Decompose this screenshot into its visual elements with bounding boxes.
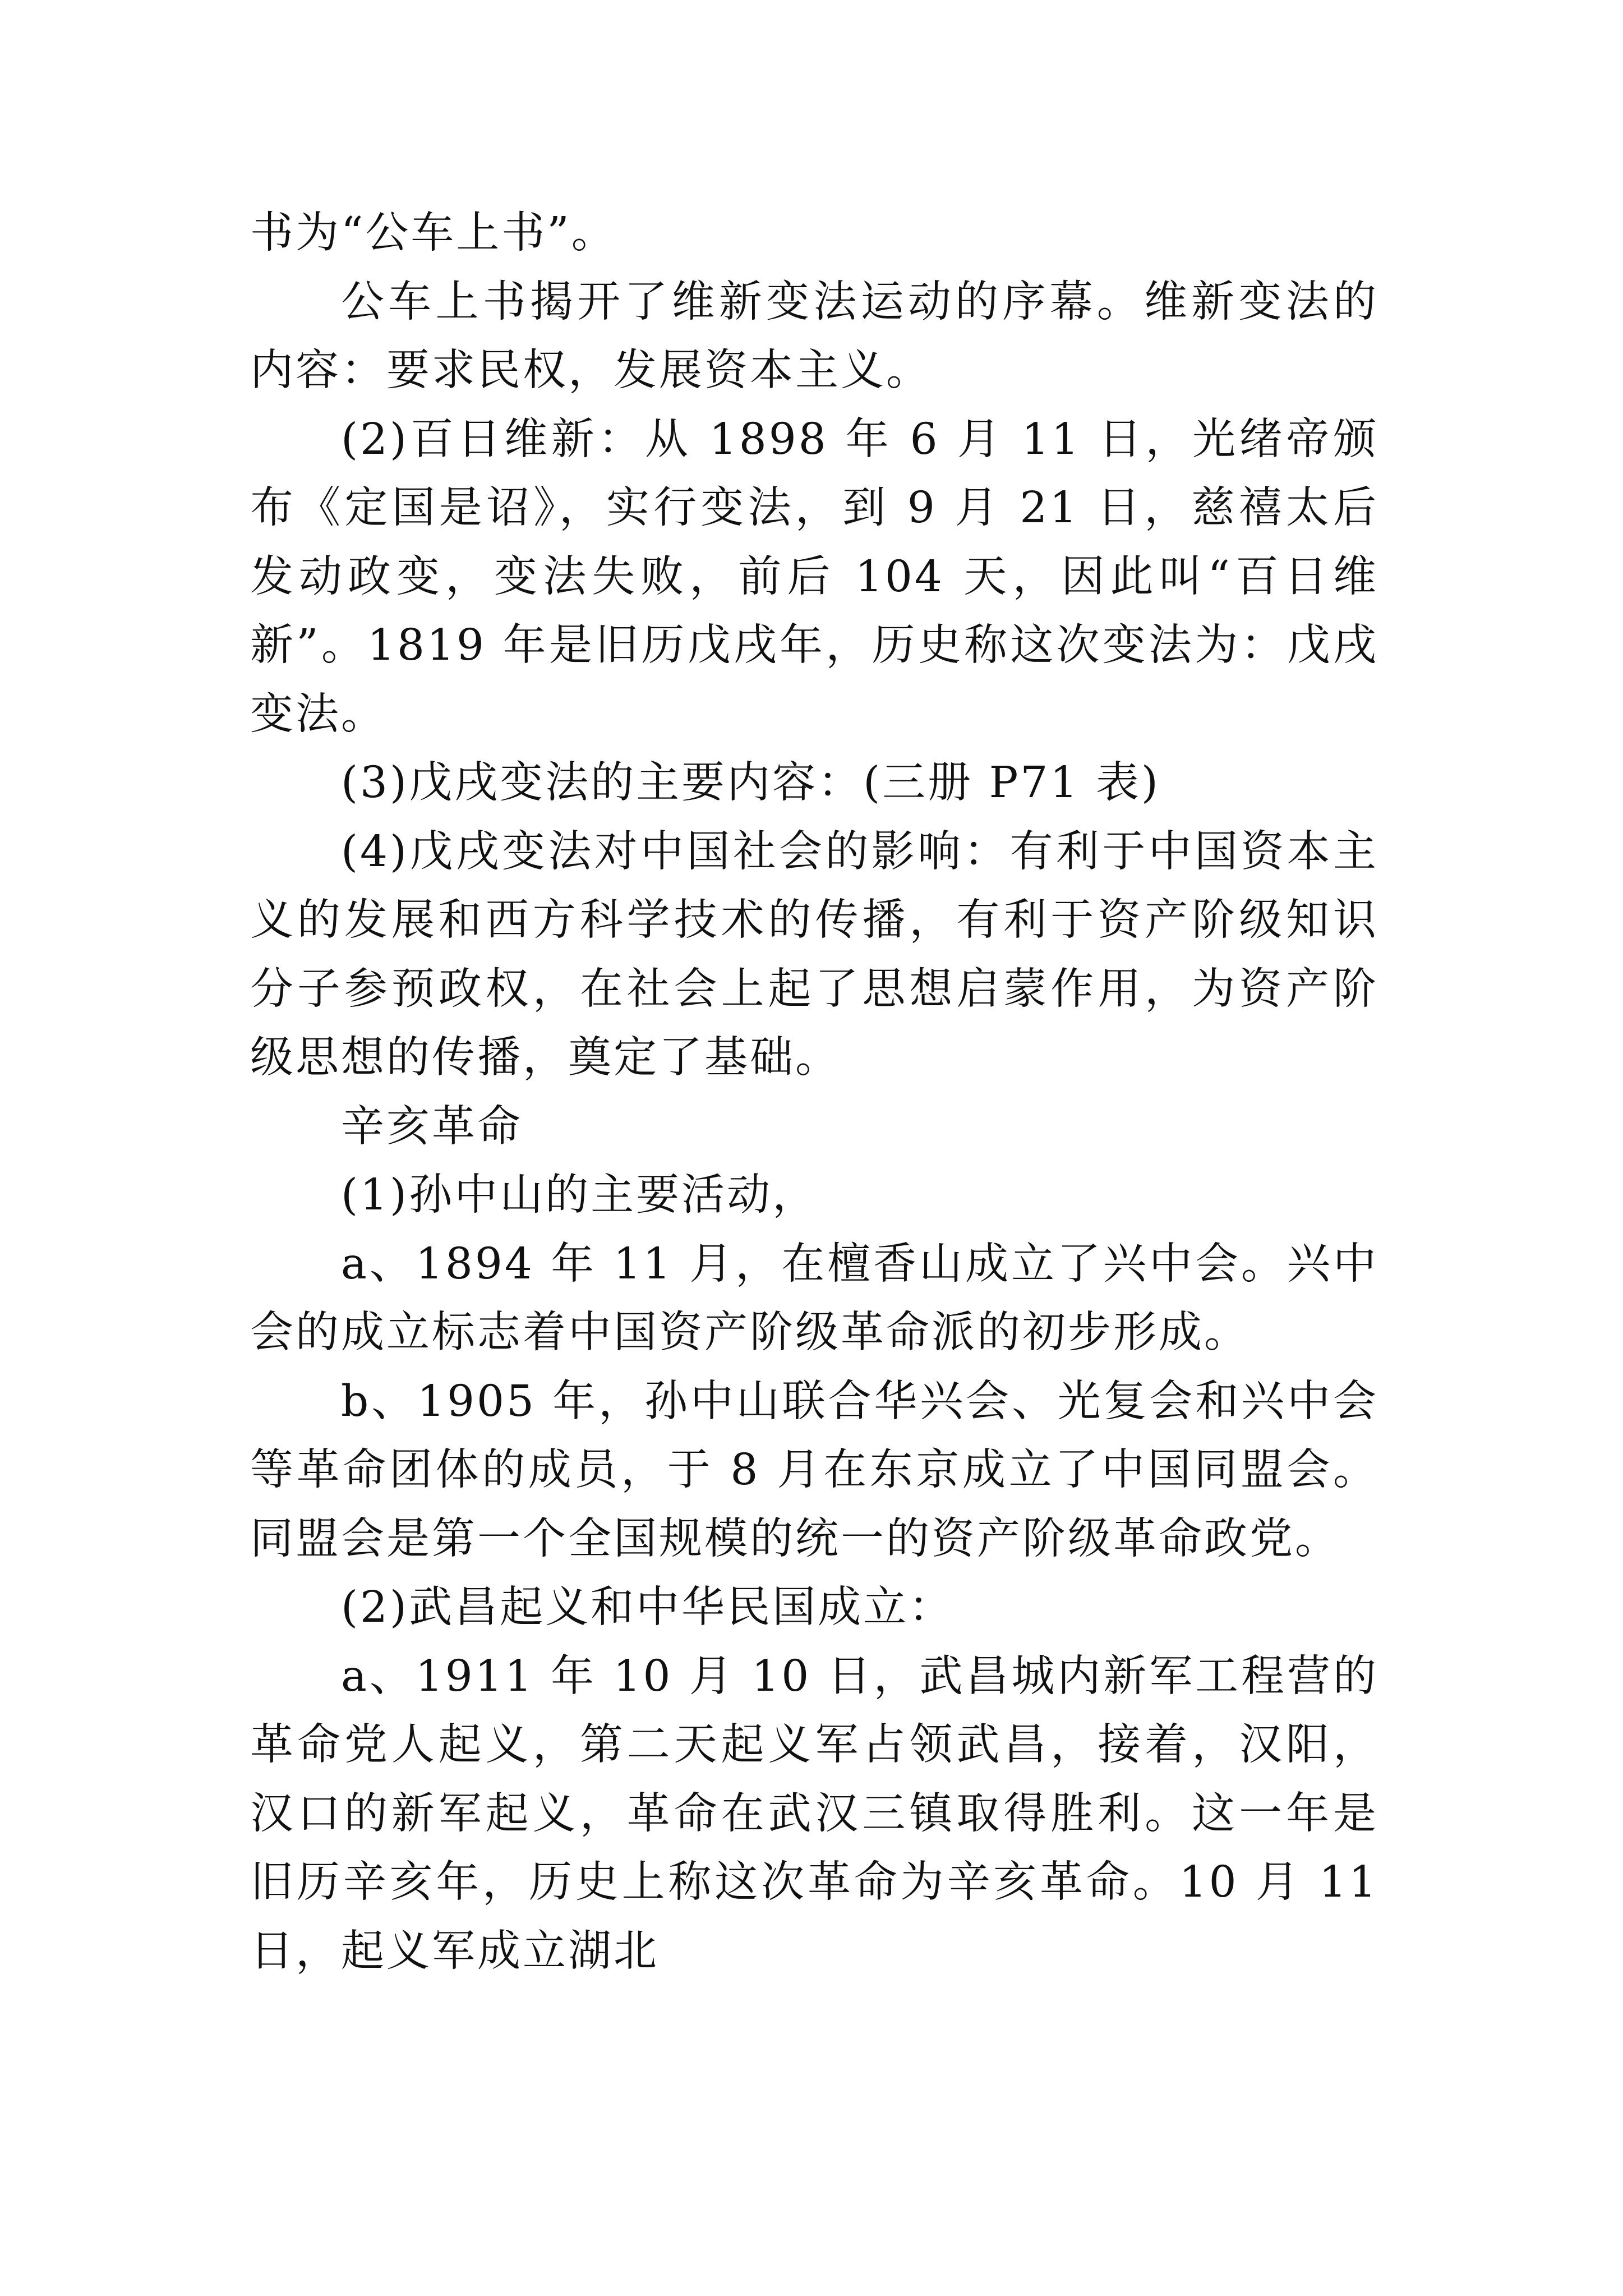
- paragraph-tongmenghui: b、1905 年，孙中山联合华兴会、光复会和兴中会等革命团体的成员，于 8 月在东京成立了中国同盟会。同盟会是第一个全国规模的统一的资产阶级革命政党。: [250, 1376, 1378, 1564]
- document-body: [250, 199, 1378, 1986]
- paragraph-hundred-days-reform: (2)百日维新：从 1898 年 6 月 11 日，光绪帝颁布《定国是诏》，实行变法，到 9 月 21 日，慈禧太后发动政变，变法失败，前后 104 天，因此叫“百日维新”。1819 年是旧历戊戌年，历史称这次变法为：戊戌变法。: [250, 414, 1378, 739]
- paragraph-xingzhonghui: a、1894 年 11 月，在檀香山成立了兴中会。兴中会的成立标志着中国资产阶级革命派的初步形成。: [250, 1239, 1378, 1358]
- paragraph-reform-main-content: (3)戊戌变法的主要内容：(三册 P71 表): [341, 758, 1160, 808]
- paragraph-sun-yatsen-activities: (1)孙中山的主要活动，: [341, 1170, 818, 1220]
- paragraph-reform-influence: (4)戊戌变法对中国社会的影响：有利于中国资本主义的发展和西方科学技术的传播，有利于资产阶级知识分子参预政权，在社会上起了思想启蒙作用，为资产阶级思想的传播，奠定了基础。: [250, 826, 1378, 1083]
- section-heading-xinhai-revolution: 辛亥革命: [341, 1101, 523, 1152]
- paragraph-continuation: 书为“公车上书”。: [250, 208, 617, 258]
- paragraph-reform-content: 公车上书揭开了维新变法运动的序幕。维新变法的内容：要求民权，发展资本主义。: [250, 277, 1378, 395]
- paragraph-wuchang-uprising: a、1911 年 10 月 10 日，武昌城内新军工程营的革命党人起义，第二天起义军占领武昌，接着，汉阳，汉口的新军起义，革命在武汉三镇取得胜利。这一年是旧历辛亥年，历史上称这次革命为辛亥革命。10 月 11 日，起义军成立湖北: [250, 1651, 1378, 1976]
- paragraph-wuchang-uprising-heading: (2)武昌起义和中华民国成立：: [341, 1582, 955, 1632]
